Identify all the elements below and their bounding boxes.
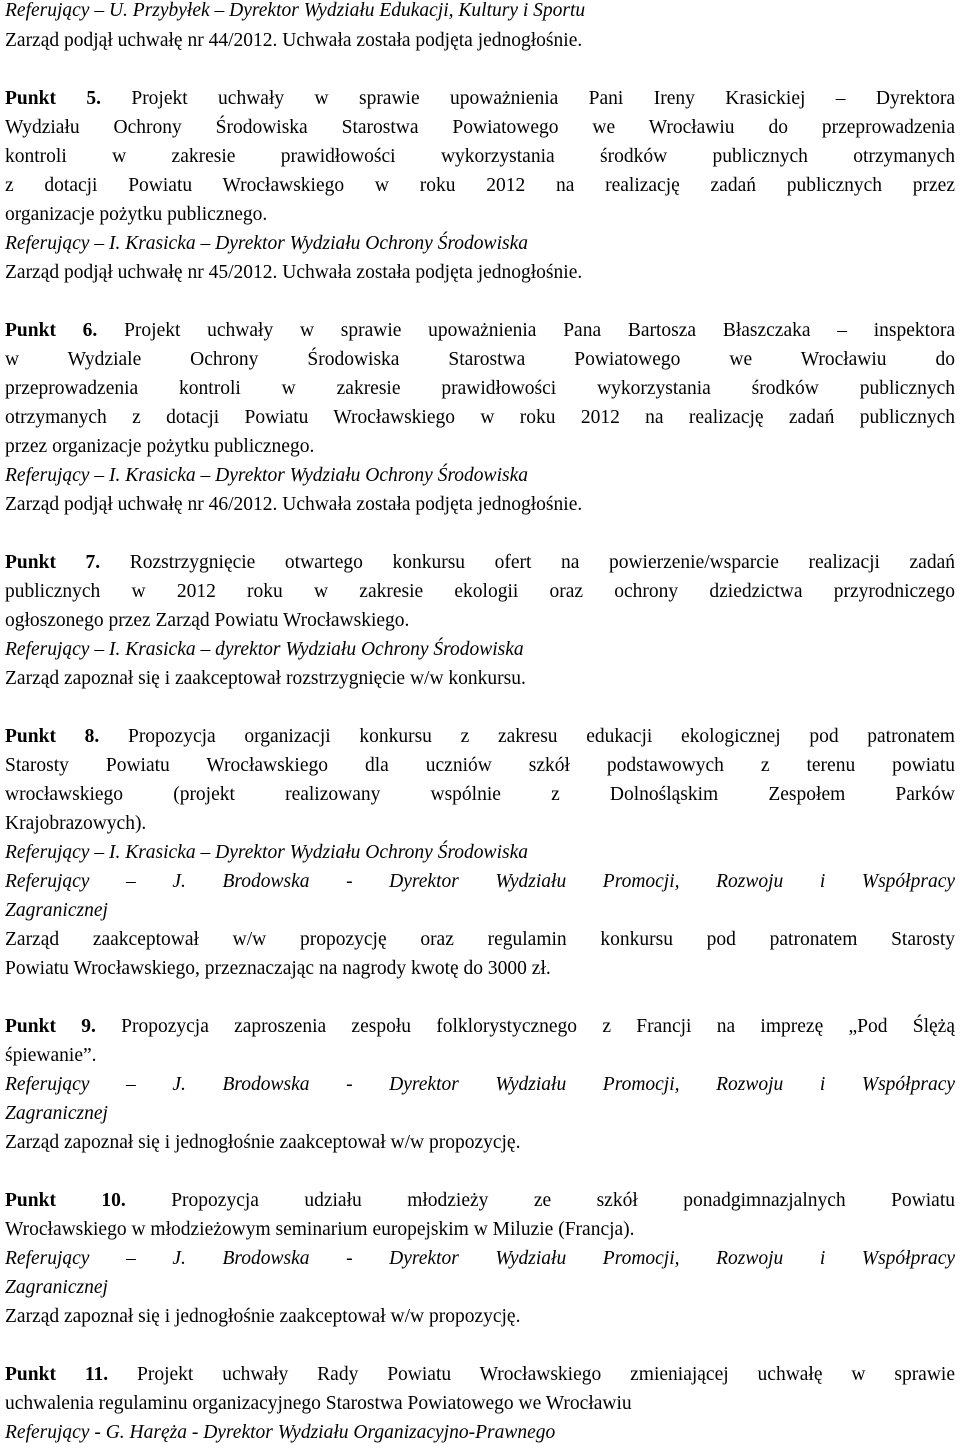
punkt-5-decision: Zarząd podjął uchwałę nr 45/2012. Uchwała została podjęta jednogłośnie. [5,262,583,283]
punkt-5-line-4: z dotacji Powiatu Wrocławskiego w roku 2012 na realizację zadań publicznych przez [5,175,955,196]
punkt-8-line-3: wrocławskiego (projekt realizowany wspólnie z Dolnośląskim Zespołem Parków [5,784,955,805]
punkt-6-decision: Zarząd podjął uchwałę nr 46/2012. Uchwała została podjęta jednogłośnie. [5,494,583,515]
punkt-10-line-1: Punkt 10. Propozycja udziału młodzieży ze szkół ponadgimnazjalnych Powiatu [5,1190,955,1211]
punkt-5-line-1: Punkt 5. Projekt uchwały w sprawie upoważnienia Pani Ireny Krasickiej – Dyrektora [5,88,955,109]
punkt-9-referent: Referujący – J. Brodowska - Dyrektor Wydziału Promocji, Rozwoju i Współpracy [5,1074,955,1095]
punkt-10-line-2: Wrocławskiego w młodzieżowym seminarium europejskim w Miluzie (Francja). [5,1219,635,1240]
punkt-5-referent: Referujący – I. Krasicka – Dyrektor Wydziału Ochrony Środowiska [5,233,528,254]
punkt-7-line-3: ogłoszonego przez Zarząd Powiatu Wrocławskiego. [5,610,410,631]
punkt-8-referent-2-cont: Zagranicznej [5,900,108,921]
punkt-9-line-2: śpiewanie”. [5,1045,97,1066]
punkt-9-line-1: Punkt 9. Propozycja zaproszenia zespołu folklorystycznego z Francji na imprezę „Pod Ślężą [5,1016,955,1037]
punkt-11-line-1: Punkt 11. Projekt uchwały Rady Powiatu Wrocławskiego zmieniającej uchwałę w sprawie [5,1364,955,1385]
punkt-10-referent-cont: Zagranicznej [5,1277,108,1298]
punkt-8-line-2: Starosty Powiatu Wrocławskiego dla uczniów szkół podstawowych z terenu powiatu [5,755,955,776]
punkt-8-line-1: Punkt 8. Propozycja organizacji konkursu z zakresu edukacji ekologicznej pod patronatem [5,726,955,747]
punkt-5-line-2: Wydziału Ochrony Środowiska Starostwa Powiatowego we Wrocławiu do przeprowadzenia [5,117,955,138]
punkt-9-referent-cont: Zagranicznej [5,1103,108,1124]
punkt-6-line-4: otrzymanych z dotacji Powiatu Wrocławskiego w roku 2012 na realizację zadań publicznych [5,407,955,428]
punkt-8-decision-1: Zarząd zaakceptował w/w propozycję oraz regulamin konkursu pod patronatem Starosty [5,929,955,950]
punkt-8-decision-2: Powiatu Wrocławskiego, przeznaczając na nagrody kwotę do 3000 zł. [5,958,551,979]
punkt-7-line-1: Punkt 7. Rozstrzygnięcie otwartego konkursu ofert na powierzenie/wsparcie realizacji zadań [5,552,955,573]
punkt-6-line-3: przeprowadzenia kontroli w zakresie prawidłowości wykorzystania środków publicznych [5,378,955,399]
punkt-8-line-4: Krajobrazowych). [5,813,147,834]
punkt-10-referent: Referujący – J. Brodowska - Dyrektor Wydziału Promocji, Rozwoju i Współpracy [5,1248,955,1269]
punkt-6-line-1: Punkt 6. Projekt uchwały w sprawie upoważnienia Pana Bartosza Błaszczaka – inspektora [5,320,955,341]
punkt-7-line-2: publicznych w 2012 roku w zakresie ekologii oraz ochrony dziedzictwa przyrodniczego [5,581,955,602]
text-line-1: Referujący – U. Przybyłek – Dyrektor Wydziału Edukacji, Kultury i Sportu [5,0,586,21]
text-line-2: Zarząd podjął uchwałę nr 44/2012. Uchwała została podjęta jednogłośnie. [5,30,583,51]
punkt-5-line-3: kontroli w zakresie prawidłowości wykorzystania środków publicznych otrzymanych [5,146,955,167]
punkt-6-referent: Referujący – I. Krasicka – Dyrektor Wydziału Ochrony Środowiska [5,465,528,486]
punkt-6-line-5: przez organizacje pożytku publicznego. [5,436,315,457]
punkt-11-referent: Referujący - G. Haręża - Dyrektor Wydziału Organizacyjno-Prawnego [5,1422,556,1443]
punkt-7-referent: Referujący – I. Krasicka – dyrektor Wydziału Ochrony Środowiska [5,639,524,660]
punkt-11-line-2: uchwalenia regulaminu organizacyjnego Starostwa Powiatowego we Wrocławiu [5,1393,632,1414]
punkt-5-line-5: organizacje pożytku publicznego. [5,204,268,225]
punkt-9-decision: Zarząd zapoznał się i jednogłośnie zaakceptował w/w propozycję. [5,1132,521,1153]
punkt-8-referent-2: Referujący – J. Brodowska - Dyrektor Wydziału Promocji, Rozwoju i Współpracy [5,871,955,892]
punkt-6-line-2: w Wydziale Ochrony Środowiska Starostwa Powiatowego we Wrocławiu do [5,349,955,370]
punkt-8-referent-1: Referujący – I. Krasicka – Dyrektor Wydziału Ochrony Środowiska [5,842,528,863]
punkt-10-decision: Zarząd zapoznał się i jednogłośnie zaakceptował w/w propozycję. [5,1306,521,1327]
punkt-7-decision: Zarząd zapoznał się i zaakceptował rozstrzygnięcie w/w konkursu. [5,668,526,689]
